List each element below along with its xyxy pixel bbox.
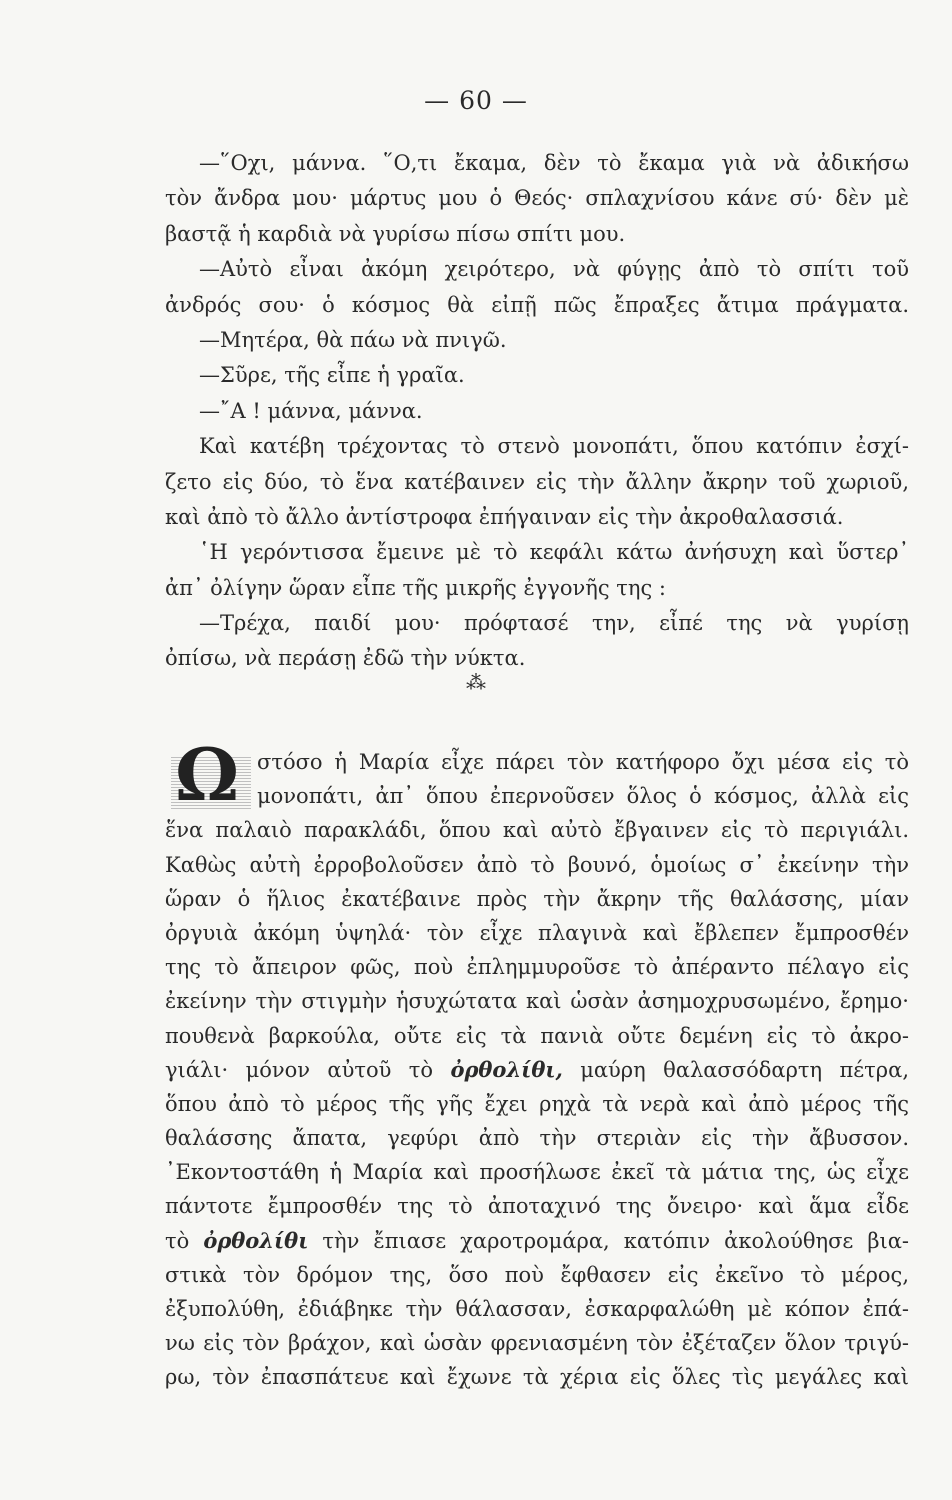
text-line: πάντοτε ἔμπροσθέν της τὸ ἀποταχινό της ὄνειρο· καὶ ἅμα εἶδε [165,1194,909,1219]
text-line: ζετο εἰς δύο, τὸ ἕνα κατέβαινεν εἰς τὴν ἄλλην ἄκρην τοῦ χωριοῦ, [165,469,909,494]
text-span: μαύρη θαλασσόδαρτη πέτρα, [562,1057,910,1082]
text-line [165,1224,909,1258]
text-line: τὸν ἄνδρα μου· μάρτυς μου ὁ Θεός· σπλαχνίσου κάνε σύ· δὲν μὲ [165,186,909,211]
text-line: ἐξυπολύθη, ἐδιάβηκε τὴν θάλασσαν, ἐσκαρφαλώθη μὲ κόπον ἐπά- [165,1297,909,1321]
text-line [165,1053,909,1087]
text-line: ἕνα παλαιὸ παρακλάδι, ὅπου καὶ αὐτὸ ἔβγαινεν εἰς τὸ περιγιάλι. [165,818,909,843]
text-span: τὸ [165,1228,204,1253]
text-line: Καθὼς αὐτὴ ἐρροβολοῦσεν ἀπὸ τὸ βουνό, ὁμοίως σ᾿ ἐκείνην τὴν [165,852,909,877]
text-line: Καὶ κατέβη τρέχοντας τὸ στενὸ μονοπάτι, ὅπου κατόπιν ἐσχί- [199,434,909,459]
text-line: —Τρέχα, παιδί μου· πρόφτασέ την, εἶπέ της νὰ γυρίσῃ [199,611,909,636]
text-line: βαστᾷ ἡ καρδιὰ νὰ γυρίσω πίσω σπίτι μου. [165,221,626,246]
text-line: ἐκείνην τὴν στιγμὴν ἡσυχώτατα καὶ ὡσὰν ἀσημοχρυσωμένο, ἔρημο· [165,989,909,1014]
text-line: μονοπάτι, ἀπ᾿ ὅπου ἐπερνοῦσεν ὅλος ὁ κόσμος, ἀλλὰ εἰς [257,784,909,809]
text-line: ὥραν ὁ ἥλιος ἐκατέβαινε πρὸς τὴν ἄκρην τῆς θαλάσσης, μίαν [165,886,909,911]
text-line: ῾Η γερόντισσα ἔμεινε μὲ τὸ κεφάλι κάτω ἀνήσυχη καὶ ὕστερ᾿ [199,540,909,565]
text-line: της τὸ ἄπειρον φῶς, ποὺ ἐπλημμυροῦσε τὸ ἀπέραντο πέλαγο εἰς [165,955,909,980]
dialogue-text-block [165,146,909,677]
text-line: πουθενὰ βαρκούλα, οὔτε εἰς τὰ πανιὰ οὔτε δεμένη εἰς τὸ ἀκρο- [165,1023,909,1048]
text-line: θαλάσσης ἄπατα, γεφύρι ἀπὸ τὴν στεριὰν εἰς τὴν ἄβυσσον. [165,1126,909,1151]
text-line: στικὰ τὸν δρόμον της, ὅσο ποὺ ἔφθασεν εἰς ἐκεῖνο τὸ μέρος, [165,1262,909,1287]
page-number: — 60 — [424,86,528,115]
text-line: στόσο ἡ Μαρία εἶχε πάρει τὸν κατήφορο ὄχι μέσα εἰς τὸ [257,750,909,774]
asterism-separator: ⁂ [466,670,486,694]
text-line: ᾿Εκοντοστάθη ἡ Μαρία καὶ προσήλωσε ἐκεῖ τὰ μάτια της, ὡς εἶχε [165,1160,909,1185]
text-line: ρω, τὸν ἐπασπάτευε καὶ ἔχωνε τὰ χέρια εἰς ὅλες τὶς μεγάλες καὶ [165,1365,909,1390]
text-line: ὀπίσω, νὰ περάσῃ ἐδῶ τὴν νύκτα. [165,646,526,671]
text-span: γιάλι· μόνον αὐτοῦ τὸ [165,1057,451,1082]
emphasis-word: ὀρθολίθι, [450,1056,563,1082]
text-line: ἀνδρός σου· ὁ κόσμος θὰ εἰπῇ πῶς ἔπραξες ἄτιμα πράγματα. [165,292,909,317]
text-line: ἀπ᾿ ὀλίγην ὥραν εἶπε τῆς μικρῆς ἐγγονῆς της : [165,575,666,600]
text-line: —Αὐτὸ εἶναι ἀκόμη χειρότερο, νὰ φύγῃς ἀπὸ τὸ σπίτι τοῦ [199,257,909,282]
text-line: —῎Α ! μάννα, μάννα. [199,398,423,423]
decorative-dropcap [165,732,253,817]
text-line: καὶ ἀπὸ τὸ ἄλλο ἀντίστροφα ἐπήγαιναν εἰς τὴν ἀκροθαλασσιά. [165,504,844,529]
emphasis-word: ὀρθολίθι [203,1227,309,1253]
text-line: ὀργυιὰ ἀκόμη ὑψηλά· τὸν εἶχε πλαγινὰ καὶ ἔβλεπεν ἔμπροσθέν [165,920,909,945]
dropcap-letter: Ω [175,732,240,817]
text-line: —Μητέρα, θὰ πάω νὰ πνιγῶ. [199,327,507,352]
text-span: τὴν ἔπιασε χαροτρομάρα, κατόπιν ἀκολούθησε βια- [308,1228,909,1253]
narrative-section [165,732,910,1395]
text-line: νω εἰς τὸν βράχον, καὶ ὡσὰν φρενιασμένη τὸν ἐξέταζεν ὅλον τριγύ- [165,1331,909,1356]
text-line: —῞Οχι, μάννα. ῞Ο,τι ἔκαμα, δὲν τὸ ἔκαμα γιὰ νὰ ἀδικήσω [199,151,909,175]
dropcap-lines [165,745,909,813]
text-line: —Σῦρε, τῆς εἶπε ἡ γραῖα. [199,363,465,388]
text-line: ὅπου ἀπὸ τὸ μέρος τῆς γῆς ἔχει ρηχὰ τὰ νερὰ καὶ ἀπὸ μέρος τῆς [165,1091,909,1116]
